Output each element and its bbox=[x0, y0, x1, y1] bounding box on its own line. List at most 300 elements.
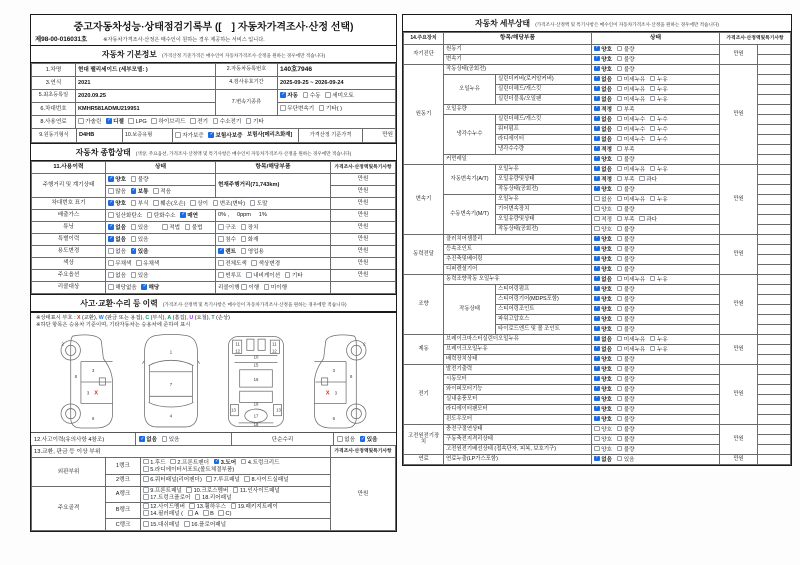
unchecked-checkbox-icon[interactable] bbox=[188, 510, 194, 516]
unchecked-checkbox-icon[interactable] bbox=[78, 118, 84, 124]
unchecked-checkbox-icon[interactable] bbox=[617, 446, 623, 452]
unchecked-checkbox-icon[interactable] bbox=[617, 396, 623, 402]
checked-checkbox-icon[interactable] bbox=[594, 126, 600, 132]
checked-checkbox-icon[interactable] bbox=[594, 416, 600, 422]
checked-checkbox-icon[interactable] bbox=[594, 316, 600, 322]
option-불량[interactable] bbox=[617, 426, 635, 434]
option-누유[interactable] bbox=[650, 76, 668, 84]
option-과다[interactable] bbox=[639, 216, 657, 224]
unchecked-checkbox-icon[interactable] bbox=[617, 156, 623, 162]
unchecked-checkbox-icon[interactable] bbox=[617, 246, 623, 252]
option-전체도색[interactable] bbox=[218, 260, 247, 267]
option-부족[interactable] bbox=[617, 106, 635, 114]
option-B[interactable] bbox=[203, 510, 214, 517]
option-기타[interactable] bbox=[285, 272, 303, 279]
unchecked-checkbox-icon[interactable] bbox=[131, 236, 137, 242]
option-없음[interactable] bbox=[139, 435, 157, 443]
option-누유[interactable] bbox=[650, 196, 668, 204]
checked-checkbox-icon[interactable] bbox=[594, 236, 600, 242]
checked-checkbox-icon[interactable] bbox=[594, 56, 600, 62]
option-7.루프패널[interactable] bbox=[206, 476, 239, 483]
checked-checkbox-icon[interactable] bbox=[594, 266, 600, 272]
unchecked-checkbox-icon[interactable] bbox=[650, 96, 656, 102]
option-양호[interactable] bbox=[594, 446, 612, 454]
unchecked-checkbox-icon[interactable] bbox=[241, 248, 247, 254]
unchecked-checkbox-icon[interactable] bbox=[108, 284, 114, 290]
unchecked-checkbox-icon[interactable] bbox=[153, 188, 159, 194]
option-과다[interactable] bbox=[639, 176, 657, 184]
unchecked-checkbox-icon[interactable] bbox=[131, 176, 137, 182]
unchecked-checkbox-icon[interactable] bbox=[617, 136, 623, 142]
option-불량[interactable] bbox=[617, 406, 635, 414]
unchecked-checkbox-icon[interactable] bbox=[617, 296, 623, 302]
unchecked-checkbox-icon[interactable] bbox=[143, 510, 149, 516]
option-있음[interactable] bbox=[131, 248, 149, 255]
option-세미오토[interactable] bbox=[325, 92, 354, 99]
option-없음[interactable] bbox=[108, 272, 126, 279]
option-불량[interactable] bbox=[617, 46, 635, 54]
option-적정[interactable] bbox=[594, 146, 612, 154]
option-불량[interactable] bbox=[617, 326, 635, 334]
option-불량[interactable] bbox=[131, 176, 149, 183]
option-양호[interactable] bbox=[594, 316, 612, 324]
option-양호[interactable] bbox=[594, 296, 612, 304]
unchecked-checkbox-icon[interactable] bbox=[131, 224, 137, 230]
option-불량[interactable] bbox=[617, 416, 635, 424]
checked-checkbox-icon[interactable] bbox=[218, 248, 224, 254]
option-렌트[interactable] bbox=[218, 248, 236, 255]
unchecked-checkbox-icon[interactable] bbox=[617, 206, 623, 212]
option-변조(변타)[interactable] bbox=[213, 200, 246, 207]
option-해당없음[interactable] bbox=[108, 284, 137, 291]
unchecked-checkbox-icon[interactable] bbox=[617, 96, 623, 102]
unchecked-checkbox-icon[interactable] bbox=[617, 166, 623, 172]
checked-checkbox-icon[interactable] bbox=[594, 256, 600, 262]
unchecked-checkbox-icon[interactable] bbox=[241, 459, 247, 465]
unchecked-checkbox-icon[interactable] bbox=[594, 196, 600, 202]
unchecked-checkbox-icon[interactable] bbox=[617, 236, 623, 242]
checked-checkbox-icon[interactable] bbox=[360, 436, 366, 442]
option-누수[interactable] bbox=[650, 136, 668, 144]
option-누수[interactable] bbox=[650, 116, 668, 124]
unchecked-checkbox-icon[interactable] bbox=[594, 216, 600, 222]
unchecked-checkbox-icon[interactable] bbox=[264, 284, 270, 290]
unchecked-checkbox-icon[interactable] bbox=[285, 272, 291, 278]
option-보통[interactable] bbox=[131, 188, 149, 195]
option-양호[interactable] bbox=[594, 226, 612, 234]
option-불량[interactable] bbox=[617, 256, 635, 264]
option-해당[interactable] bbox=[141, 284, 159, 291]
unchecked-checkbox-icon[interactable] bbox=[185, 224, 191, 230]
option-불량[interactable] bbox=[617, 296, 635, 304]
checked-checkbox-icon[interactable] bbox=[594, 306, 600, 312]
option-누유[interactable] bbox=[650, 346, 668, 354]
option-LPG[interactable] bbox=[128, 118, 146, 125]
option-불량[interactable] bbox=[617, 386, 635, 394]
unchecked-checkbox-icon[interactable] bbox=[617, 186, 623, 192]
unchecked-checkbox-icon[interactable] bbox=[131, 272, 137, 278]
option-적정[interactable] bbox=[594, 106, 612, 114]
option-3.도어[interactable] bbox=[214, 459, 237, 466]
unchecked-checkbox-icon[interactable] bbox=[650, 76, 656, 82]
option-누유[interactable] bbox=[650, 96, 668, 104]
checked-checkbox-icon[interactable] bbox=[594, 156, 600, 162]
option-8.사이드실패널[interactable] bbox=[244, 476, 288, 483]
option-양호[interactable] bbox=[594, 286, 612, 294]
unchecked-checkbox-icon[interactable] bbox=[650, 196, 656, 202]
unchecked-checkbox-icon[interactable] bbox=[250, 200, 256, 206]
unchecked-checkbox-icon[interactable] bbox=[143, 521, 149, 527]
unchecked-checkbox-icon[interactable] bbox=[218, 224, 224, 230]
unchecked-checkbox-icon[interactable] bbox=[594, 426, 600, 432]
option-있음[interactable] bbox=[131, 236, 149, 243]
option-수소전기[interactable] bbox=[213, 118, 242, 125]
checked-checkbox-icon[interactable] bbox=[594, 276, 600, 282]
option-17.트렁크플로어[interactable] bbox=[143, 494, 190, 501]
option-무단변속기[interactable] bbox=[280, 105, 314, 112]
unchecked-checkbox-icon[interactable] bbox=[617, 456, 623, 462]
option-불량[interactable] bbox=[617, 56, 635, 64]
checked-checkbox-icon[interactable] bbox=[594, 296, 600, 302]
option-장치[interactable] bbox=[241, 224, 259, 231]
unchecked-checkbox-icon[interactable] bbox=[617, 266, 623, 272]
unchecked-checkbox-icon[interactable] bbox=[650, 116, 656, 122]
option-양호[interactable] bbox=[594, 66, 612, 74]
option-누수[interactable] bbox=[650, 126, 668, 134]
unchecked-checkbox-icon[interactable] bbox=[617, 86, 623, 92]
unchecked-checkbox-icon[interactable] bbox=[170, 459, 176, 465]
checked-checkbox-icon[interactable] bbox=[594, 146, 600, 152]
checked-checkbox-icon[interactable] bbox=[141, 284, 147, 290]
option-9.프론트패널[interactable] bbox=[143, 487, 182, 494]
unchecked-checkbox-icon[interactable] bbox=[650, 166, 656, 172]
checked-checkbox-icon[interactable] bbox=[594, 286, 600, 292]
option-불량[interactable] bbox=[617, 236, 635, 244]
checked-checkbox-icon[interactable] bbox=[280, 92, 286, 98]
unchecked-checkbox-icon[interactable] bbox=[218, 510, 224, 516]
checked-checkbox-icon[interactable] bbox=[108, 224, 114, 230]
option-미세누유[interactable] bbox=[617, 346, 646, 354]
unchecked-checkbox-icon[interactable] bbox=[246, 272, 252, 278]
unchecked-checkbox-icon[interactable] bbox=[151, 118, 157, 124]
option-훼손(오손)[interactable] bbox=[153, 200, 186, 207]
unchecked-checkbox-icon[interactable] bbox=[231, 503, 237, 509]
unchecked-checkbox-icon[interactable] bbox=[162, 224, 168, 230]
unchecked-checkbox-icon[interactable] bbox=[246, 118, 252, 124]
option-불량[interactable] bbox=[617, 246, 635, 254]
option-양호[interactable] bbox=[594, 426, 612, 434]
unchecked-checkbox-icon[interactable] bbox=[303, 92, 309, 98]
unchecked-checkbox-icon[interactable] bbox=[617, 356, 623, 362]
option-불량[interactable] bbox=[617, 446, 635, 454]
checked-checkbox-icon[interactable] bbox=[594, 76, 600, 82]
option-미세누유[interactable] bbox=[617, 336, 646, 344]
option-없음[interactable] bbox=[108, 236, 126, 243]
option-불량[interactable] bbox=[617, 316, 635, 324]
unchecked-checkbox-icon[interactable] bbox=[143, 476, 149, 482]
checked-checkbox-icon[interactable] bbox=[208, 132, 214, 138]
option-양호[interactable] bbox=[594, 376, 612, 384]
option-불량[interactable] bbox=[617, 226, 635, 234]
unchecked-checkbox-icon[interactable] bbox=[617, 326, 623, 332]
checked-checkbox-icon[interactable] bbox=[594, 246, 600, 252]
unchecked-checkbox-icon[interactable] bbox=[131, 200, 137, 206]
option-양호[interactable] bbox=[594, 46, 612, 54]
option-양호[interactable] bbox=[594, 246, 612, 254]
checked-checkbox-icon[interactable] bbox=[594, 366, 600, 372]
option-불량[interactable] bbox=[617, 66, 635, 74]
checked-checkbox-icon[interactable] bbox=[594, 46, 600, 52]
option-A[interactable] bbox=[188, 510, 199, 517]
option-불량[interactable] bbox=[617, 266, 635, 274]
checked-checkbox-icon[interactable] bbox=[594, 386, 600, 392]
option-적법[interactable] bbox=[162, 224, 180, 231]
option-양호[interactable] bbox=[108, 200, 126, 207]
checked-checkbox-icon[interactable] bbox=[108, 200, 114, 206]
checked-checkbox-icon[interactable] bbox=[214, 459, 220, 465]
option-내비게이션[interactable] bbox=[246, 272, 280, 279]
option-양호[interactable] bbox=[594, 206, 612, 214]
option-있음[interactable] bbox=[131, 272, 149, 279]
option-없음[interactable] bbox=[594, 136, 612, 144]
unchecked-checkbox-icon[interactable] bbox=[617, 76, 623, 82]
unchecked-checkbox-icon[interactable] bbox=[175, 132, 181, 138]
checked-checkbox-icon[interactable] bbox=[594, 336, 600, 342]
option-탄화수소[interactable] bbox=[147, 212, 176, 219]
option-양호[interactable] bbox=[108, 176, 126, 183]
option-19.패키지트레이[interactable] bbox=[231, 503, 278, 510]
option-전기[interactable] bbox=[190, 118, 208, 125]
option-누유[interactable] bbox=[650, 276, 668, 284]
option-도말[interactable] bbox=[250, 200, 268, 207]
option-자가보증[interactable] bbox=[175, 132, 204, 139]
option-C)[interactable] bbox=[218, 510, 231, 517]
checked-checkbox-icon[interactable] bbox=[594, 106, 600, 112]
unchecked-checkbox-icon[interactable] bbox=[337, 436, 343, 442]
option-적음[interactable] bbox=[153, 188, 171, 195]
option-유채색[interactable] bbox=[136, 260, 159, 267]
unchecked-checkbox-icon[interactable] bbox=[233, 487, 239, 493]
unchecked-checkbox-icon[interactable] bbox=[241, 284, 247, 290]
option-4.트렁크리드[interactable] bbox=[241, 459, 280, 466]
option-없음[interactable] bbox=[108, 248, 126, 255]
option-14.필러패널 ([interactable] bbox=[143, 510, 183, 517]
option-있음[interactable] bbox=[162, 435, 180, 443]
option-불량[interactable] bbox=[617, 156, 635, 164]
option-미세누유[interactable] bbox=[617, 86, 646, 94]
option-양호[interactable] bbox=[594, 326, 612, 334]
checked-checkbox-icon[interactable] bbox=[594, 396, 600, 402]
option-불량[interactable] bbox=[617, 436, 635, 444]
option-하이브리드[interactable] bbox=[151, 118, 185, 125]
option-양호[interactable] bbox=[594, 356, 612, 364]
option-부족[interactable] bbox=[617, 146, 635, 154]
unchecked-checkbox-icon[interactable] bbox=[206, 476, 212, 482]
option-일산화탄소[interactable] bbox=[108, 212, 142, 219]
option-없음[interactable] bbox=[337, 435, 355, 443]
option-양호[interactable] bbox=[594, 256, 612, 264]
option-누유[interactable] bbox=[650, 166, 668, 174]
option-썬루프[interactable] bbox=[218, 272, 241, 279]
option-미세누유[interactable] bbox=[617, 166, 646, 174]
checked-checkbox-icon[interactable] bbox=[131, 248, 137, 254]
option-불량[interactable] bbox=[617, 306, 635, 314]
unchecked-checkbox-icon[interactable] bbox=[617, 106, 623, 112]
checked-checkbox-icon[interactable] bbox=[594, 326, 600, 332]
unchecked-checkbox-icon[interactable] bbox=[617, 436, 623, 442]
option-자동[interactable] bbox=[280, 92, 298, 99]
option-있음[interactable] bbox=[360, 435, 378, 443]
option-15.대쉬패널[interactable] bbox=[143, 521, 180, 528]
option-없음[interactable] bbox=[594, 86, 612, 94]
unchecked-checkbox-icon[interactable] bbox=[639, 216, 645, 222]
option-부족[interactable] bbox=[617, 176, 635, 184]
option-기타( )[interactable] bbox=[319, 105, 342, 112]
option-불량[interactable] bbox=[617, 286, 635, 294]
unchecked-checkbox-icon[interactable] bbox=[143, 459, 149, 465]
checked-checkbox-icon[interactable] bbox=[594, 346, 600, 352]
unchecked-checkbox-icon[interactable] bbox=[128, 118, 134, 124]
unchecked-checkbox-icon[interactable] bbox=[280, 105, 286, 111]
option-부식[interactable] bbox=[131, 200, 149, 207]
option-적정[interactable] bbox=[594, 176, 612, 184]
unchecked-checkbox-icon[interactable] bbox=[108, 212, 114, 218]
unchecked-checkbox-icon[interactable] bbox=[617, 116, 623, 122]
checked-checkbox-icon[interactable] bbox=[139, 436, 145, 442]
option-있음[interactable] bbox=[131, 224, 149, 231]
option-있음[interactable] bbox=[617, 456, 635, 464]
option-미세누수[interactable] bbox=[617, 126, 646, 134]
unchecked-checkbox-icon[interactable] bbox=[190, 118, 196, 124]
checked-checkbox-icon[interactable] bbox=[108, 176, 114, 182]
unchecked-checkbox-icon[interactable] bbox=[617, 376, 623, 382]
unchecked-checkbox-icon[interactable] bbox=[617, 406, 623, 412]
option-18.리어패널[interactable] bbox=[195, 494, 232, 501]
option-화재[interactable] bbox=[241, 236, 259, 243]
option-없음[interactable] bbox=[594, 126, 612, 134]
unchecked-checkbox-icon[interactable] bbox=[195, 494, 201, 500]
unchecked-checkbox-icon[interactable] bbox=[143, 487, 149, 493]
option-없음[interactable] bbox=[594, 346, 612, 354]
unchecked-checkbox-icon[interactable] bbox=[213, 118, 219, 124]
checked-checkbox-icon[interactable] bbox=[594, 456, 600, 462]
unchecked-checkbox-icon[interactable] bbox=[650, 126, 656, 132]
unchecked-checkbox-icon[interactable] bbox=[617, 216, 623, 222]
unchecked-checkbox-icon[interactable] bbox=[203, 510, 209, 516]
option-미세누유[interactable] bbox=[617, 96, 646, 104]
unchecked-checkbox-icon[interactable] bbox=[617, 256, 623, 262]
unchecked-checkbox-icon[interactable] bbox=[319, 105, 325, 111]
option-양호[interactable] bbox=[594, 186, 612, 194]
unchecked-checkbox-icon[interactable] bbox=[143, 466, 149, 472]
option-16.플로어패널[interactable] bbox=[184, 521, 226, 528]
unchecked-checkbox-icon[interactable] bbox=[108, 188, 114, 194]
option-많음[interactable] bbox=[108, 188, 126, 195]
option-없음[interactable] bbox=[594, 76, 612, 84]
checked-checkbox-icon[interactable] bbox=[108, 236, 114, 242]
unchecked-checkbox-icon[interactable] bbox=[213, 200, 219, 206]
option-없음[interactable] bbox=[594, 276, 612, 284]
option-미세누유[interactable] bbox=[617, 76, 646, 84]
unchecked-checkbox-icon[interactable] bbox=[594, 436, 600, 442]
option-없음[interactable] bbox=[594, 116, 612, 124]
option-11.인사이드패널[interactable] bbox=[233, 487, 280, 494]
option-영업용[interactable] bbox=[241, 248, 264, 255]
unchecked-checkbox-icon[interactable] bbox=[617, 316, 623, 322]
option-양호[interactable] bbox=[594, 56, 612, 64]
unchecked-checkbox-icon[interactable] bbox=[108, 272, 114, 278]
option-양호[interactable] bbox=[594, 366, 612, 374]
option-미세누수[interactable] bbox=[617, 116, 646, 124]
option-10.크로스멤버[interactable] bbox=[186, 487, 228, 494]
unchecked-checkbox-icon[interactable] bbox=[617, 196, 623, 202]
unchecked-checkbox-icon[interactable] bbox=[617, 56, 623, 62]
unchecked-checkbox-icon[interactable] bbox=[617, 286, 623, 292]
unchecked-checkbox-icon[interactable] bbox=[617, 66, 623, 72]
unchecked-checkbox-icon[interactable] bbox=[251, 260, 257, 266]
unchecked-checkbox-icon[interactable] bbox=[136, 260, 142, 266]
option-무채색[interactable] bbox=[108, 260, 131, 267]
unchecked-checkbox-icon[interactable] bbox=[650, 86, 656, 92]
checked-checkbox-icon[interactable] bbox=[594, 406, 600, 412]
unchecked-checkbox-icon[interactable] bbox=[617, 46, 623, 52]
checked-checkbox-icon[interactable] bbox=[594, 186, 600, 192]
option-5.라디에이터서포트(볼트체결부품)[interactable] bbox=[143, 466, 234, 473]
unchecked-checkbox-icon[interactable] bbox=[190, 200, 196, 206]
option-불법[interactable] bbox=[185, 224, 203, 231]
option-미세누유[interactable] bbox=[617, 196, 646, 204]
option-없음[interactable] bbox=[594, 96, 612, 104]
option-불량[interactable] bbox=[617, 186, 635, 194]
option-불량[interactable] bbox=[617, 396, 635, 404]
unchecked-checkbox-icon[interactable] bbox=[218, 272, 224, 278]
option-없음[interactable] bbox=[108, 224, 126, 231]
checked-checkbox-icon[interactable] bbox=[594, 376, 600, 382]
option-상이[interactable] bbox=[190, 200, 208, 207]
checked-checkbox-icon[interactable] bbox=[594, 96, 600, 102]
unchecked-checkbox-icon[interactable] bbox=[184, 521, 190, 527]
unchecked-checkbox-icon[interactable] bbox=[189, 503, 195, 509]
option-미이행[interactable] bbox=[264, 284, 287, 291]
checked-checkbox-icon[interactable] bbox=[594, 136, 600, 142]
unchecked-checkbox-icon[interactable] bbox=[650, 136, 656, 142]
option-디젤[interactable] bbox=[106, 118, 124, 125]
checked-checkbox-icon[interactable] bbox=[594, 166, 600, 172]
option-불량[interactable] bbox=[617, 206, 635, 214]
option-양호[interactable] bbox=[594, 156, 612, 164]
unchecked-checkbox-icon[interactable] bbox=[617, 346, 623, 352]
option-누유[interactable] bbox=[650, 86, 668, 94]
unchecked-checkbox-icon[interactable] bbox=[153, 200, 159, 206]
checked-checkbox-icon[interactable] bbox=[594, 356, 600, 362]
unchecked-checkbox-icon[interactable] bbox=[617, 306, 623, 312]
option-양호[interactable] bbox=[594, 436, 612, 444]
option-기타[interactable] bbox=[246, 118, 264, 125]
unchecked-checkbox-icon[interactable] bbox=[108, 248, 114, 254]
unchecked-checkbox-icon[interactable] bbox=[594, 226, 600, 232]
option-없음[interactable] bbox=[594, 166, 612, 174]
unchecked-checkbox-icon[interactable] bbox=[617, 416, 623, 422]
option-불량[interactable] bbox=[617, 356, 635, 364]
option-누유[interactable] bbox=[650, 336, 668, 344]
unchecked-checkbox-icon[interactable] bbox=[108, 260, 114, 266]
option-1.후드[interactable] bbox=[143, 459, 166, 466]
checked-checkbox-icon[interactable] bbox=[594, 116, 600, 122]
option-수동[interactable] bbox=[303, 92, 321, 99]
option-13.휠하우스[interactable] bbox=[189, 503, 226, 510]
option-12.사이드멤버[interactable] bbox=[143, 503, 185, 510]
option-적정[interactable] bbox=[594, 216, 612, 224]
